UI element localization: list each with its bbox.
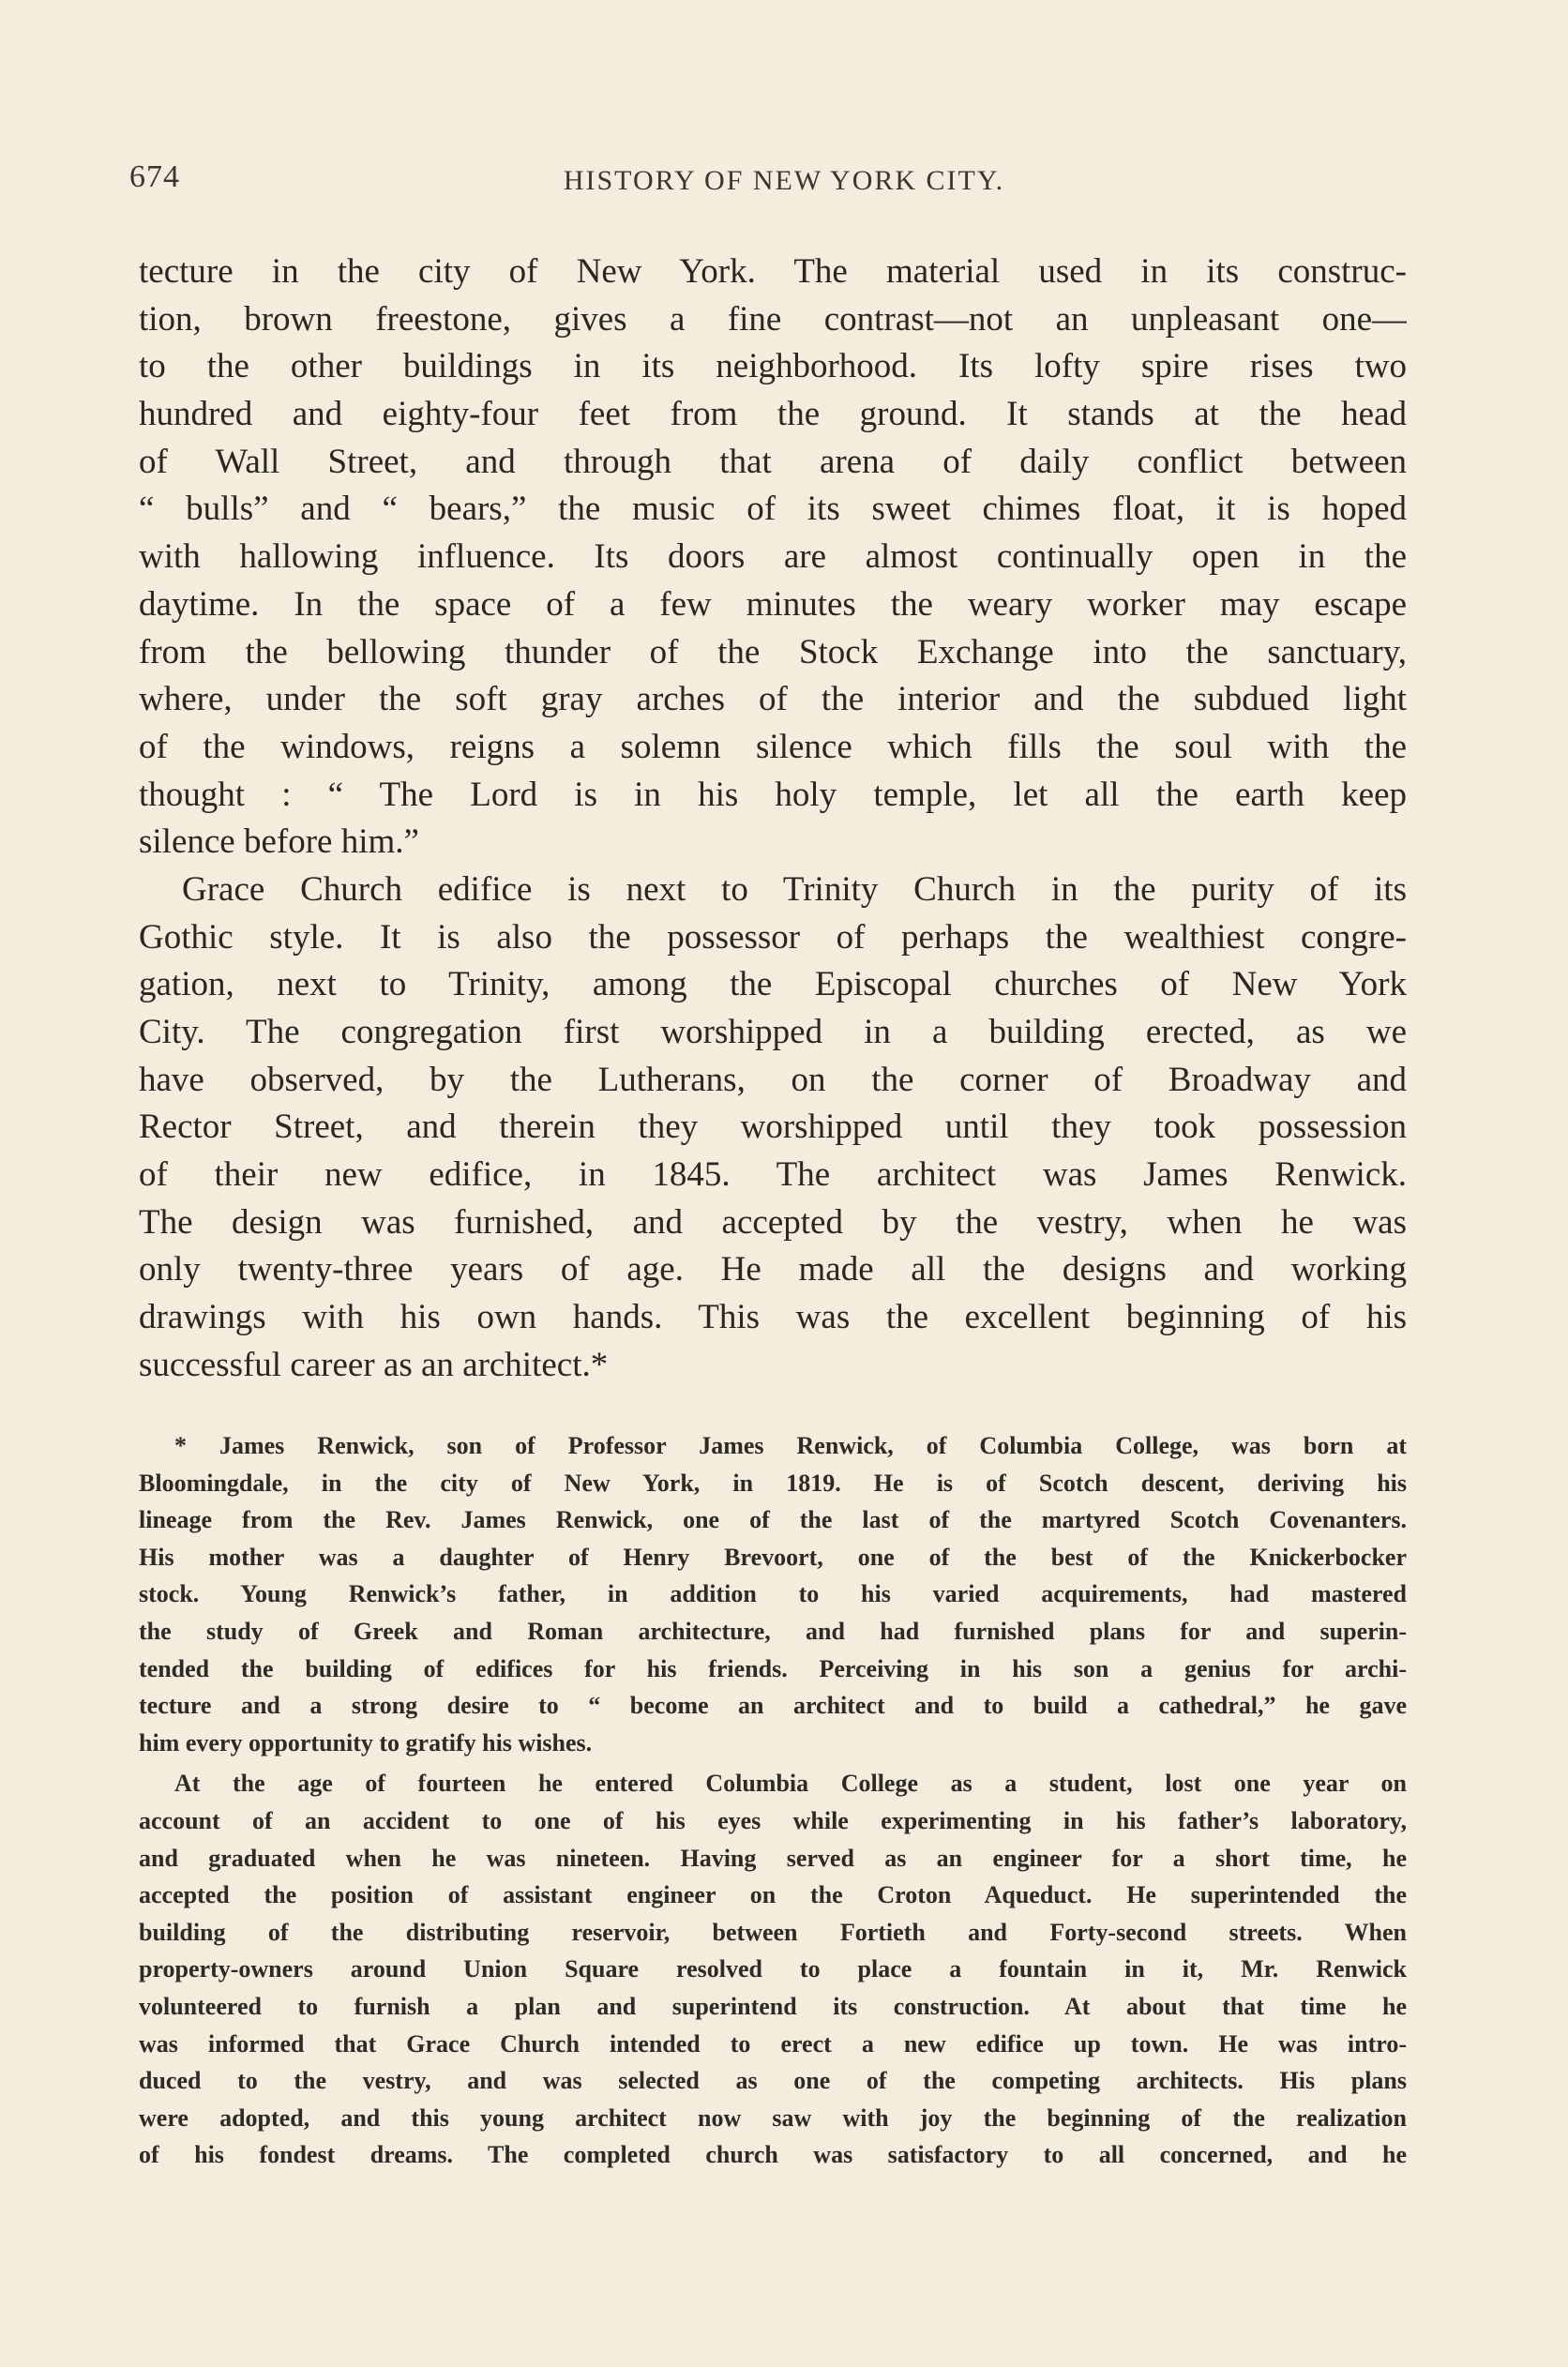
main-text xyxy=(139,249,1407,1390)
footnote-line: duced to the vestry, and was selected as one of the competing architects. His plans xyxy=(139,2067,1407,2095)
footnote-line: building of the distributing reservoir, between Fortieth and Forty-second streets. When xyxy=(139,1918,1407,1946)
text-line: City. The congregation first worshipped in a building erected, as we xyxy=(139,1013,1407,1051)
footnote-line: Bloomingdale, in the city of New York, in 1819. He is of Scotch descent, deriving his xyxy=(139,1469,1407,1497)
footnote-line: property-owners around Union Square resolved to place a fountain in it, Mr. Renwick xyxy=(139,1955,1407,1983)
text-line: of the windows, reigns a solemn silence which fills the soul with the xyxy=(139,727,1407,766)
text-line: tecture in the city of New York. The material used in its construc- xyxy=(139,252,1407,291)
running-head: HISTORY OF NEW YORK CITY. xyxy=(563,165,1005,196)
footnote-line: of his fondest dreams. The completed church was satisfactory to all concerned, and he xyxy=(139,2141,1407,2169)
footnote-line: His mother was a daughter of Henry Brevoort, one of the best of the Knickerbocker xyxy=(139,1543,1407,1571)
text-line: have observed, by the Lutherans, on the corner of Broadway and xyxy=(139,1060,1407,1099)
footnote-line: the study of Greek and Roman architecture, and had furnished plans for and superin- xyxy=(139,1617,1407,1645)
text-line: silence before him.” xyxy=(139,822,419,862)
text-line: daytime. In the space of a few minutes the weary worker may escape xyxy=(139,584,1407,624)
text-line: Rector Street, and therein they worshipped until they took possession xyxy=(139,1108,1407,1147)
text-line: Gothic style. It is also the possessor of perhaps the wealthiest congre- xyxy=(139,917,1407,957)
footnote-line: and graduated when he was nineteen. Having served as an engineer for a short time, he xyxy=(139,1844,1407,1872)
text-line: with hallowing influence. Its doors are almost continually open in the xyxy=(139,537,1407,577)
footnote-line: * James Renwick, son of Professor James Renwick, of Columbia College, was born at xyxy=(174,1432,1407,1459)
text-line: tion, brown freestone, gives a fine contrast—not an unpleasant one— xyxy=(139,299,1407,339)
footnote-line: stock. Young Renwick’s father, in addition to his varied acquirements, had mastered xyxy=(139,1580,1407,1608)
footnote-line: volunteered to furnish a plan and superintend its construction. At about that time he xyxy=(139,1992,1407,2020)
text-line: thought : “ The Lord is in his holy temple, let all the earth keep xyxy=(139,775,1407,814)
text-line: from the bellowing thunder of the Stock Exchange into the sanctuary, xyxy=(139,632,1407,671)
footnote-line: account of an accident to one of his eyes while experimenting in his father’s laboratory, xyxy=(139,1806,1407,1834)
text-line: of Wall Street, and through that arena of daily conflict between xyxy=(139,442,1407,481)
page-number: 674 xyxy=(129,159,180,194)
footnote-line: were adopted, and this young architect now saw with joy the beginning of the realization xyxy=(139,2103,1407,2132)
footnote-line: lineage from the Rev. James Renwick, one of the last of the martyred Scotch Covenanters. xyxy=(139,1506,1407,1534)
text-line: hundred and eighty-four feet from the ground. It stands at the head xyxy=(139,395,1407,434)
footnote-line: him every opportunity to gratify his wishes. xyxy=(139,1728,593,1756)
text-line: The design was furnished, and accepted by the vestry, when he was xyxy=(139,1202,1407,1242)
text-line: successful career as an architect.* xyxy=(139,1345,609,1384)
text-line: “ bulls” and “ bears,” the music of its sweet chimes float, it is hoped xyxy=(139,490,1407,529)
text-line: to the other buildings in its neighborhood. Its lofty spire rises two xyxy=(139,347,1407,386)
paragraph-start-line: Grace Church edifice is next to Trinity Church in the purity of its xyxy=(182,869,1407,909)
footnote-line: tended the building of edifices for his friends. Perceiving in his son a genius for archi- xyxy=(139,1654,1407,1682)
footnote-line: tecture and a strong desire to “ become an architect and to build a cathedral,” he gave xyxy=(139,1692,1407,1720)
footnote-line: At the age of fourteen he entered Columbia College as a student, lost one year on xyxy=(174,1770,1407,1798)
text-line: where, under the soft gray arches of the interior and the subdued light xyxy=(139,680,1407,719)
text-line: only twenty-three years of age. He made all the designs and working xyxy=(139,1250,1407,1289)
footnote xyxy=(139,1427,1407,2174)
text-line: drawings with his own hands. This was the excellent beginning of his xyxy=(139,1298,1407,1337)
footnote-line: accepted the position of assistant engineer on the Croton Aqueduct. He superintended the xyxy=(139,1881,1407,1909)
footnote-line: was informed that Grace Church intended to erect a new edifice up town. He was intro- xyxy=(139,2029,1407,2058)
text-line: of their new edifice, in 1845. The architect was James Renwick. xyxy=(139,1155,1407,1195)
text-line: gation, next to Trinity, among the Episcopal churches of New York xyxy=(139,965,1407,1004)
